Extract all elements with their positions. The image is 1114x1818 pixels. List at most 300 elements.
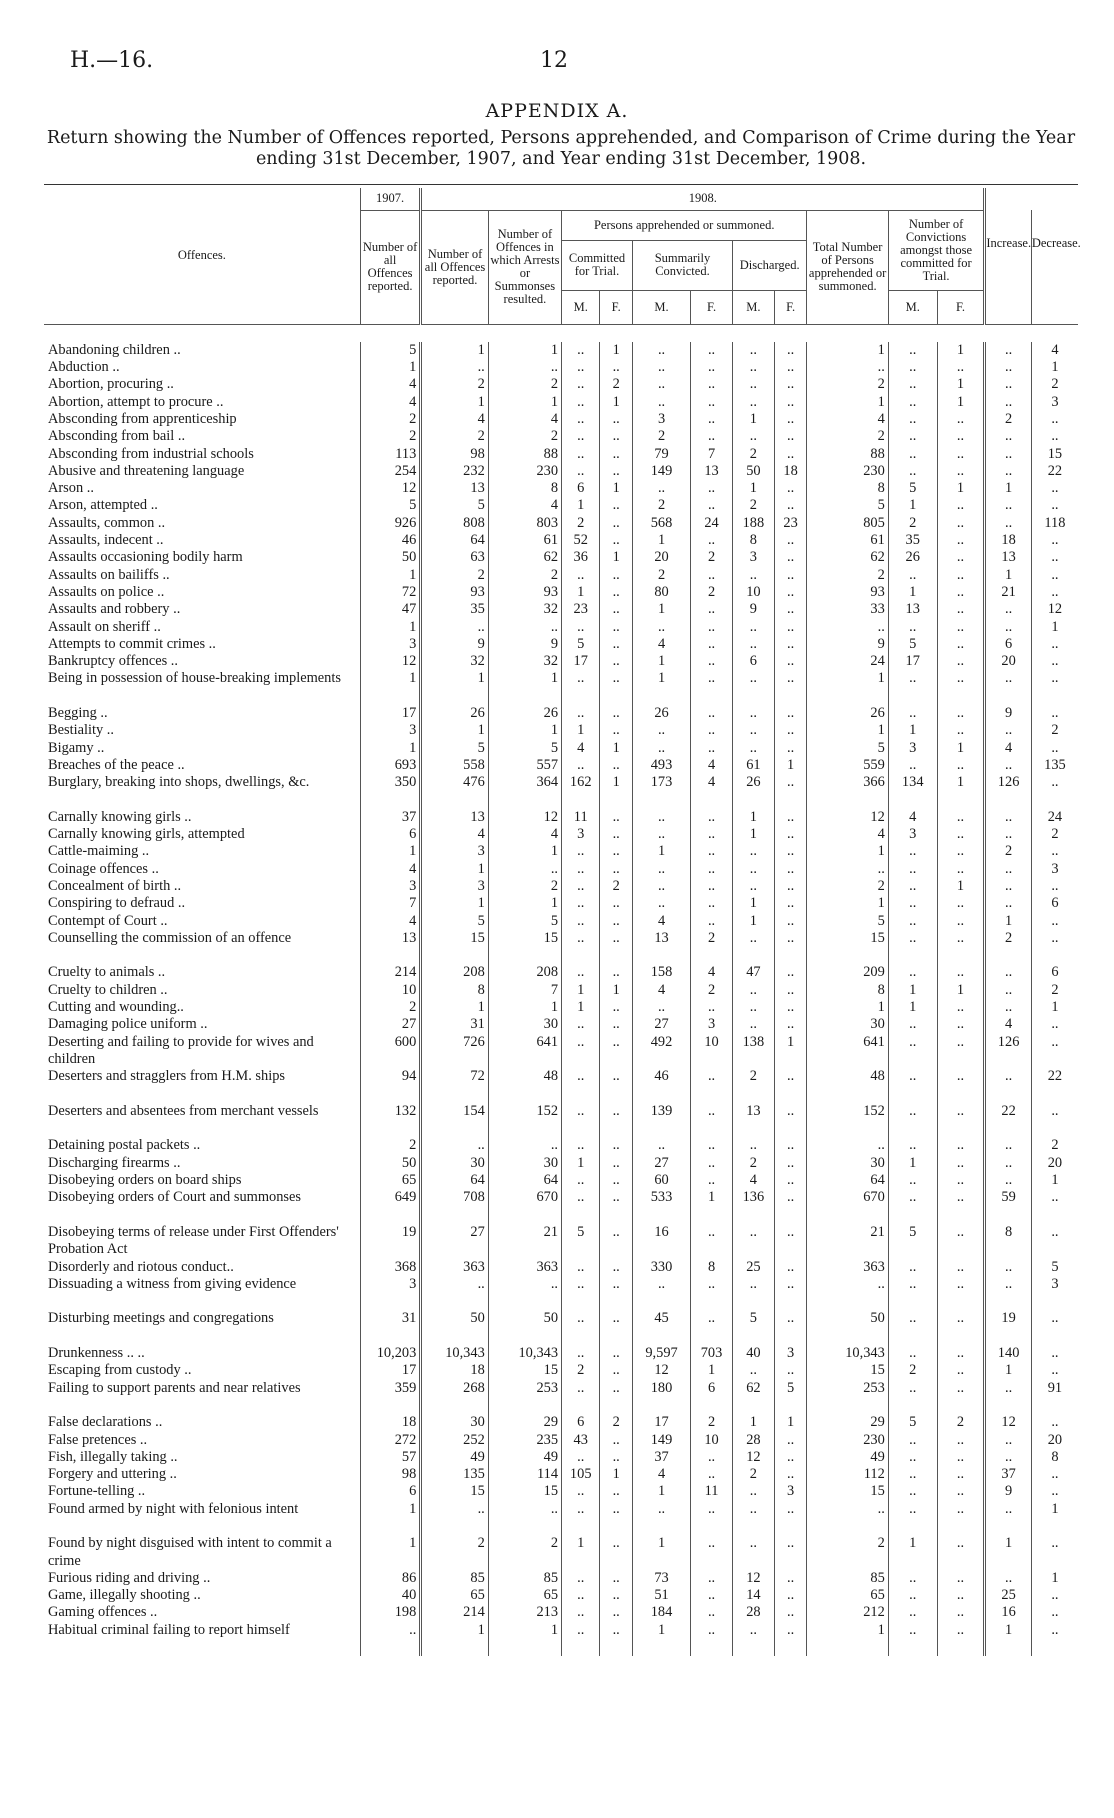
table-cell: .. [632, 895, 690, 912]
table-cell: 16 [985, 1604, 1032, 1621]
table-cell: 9 [807, 636, 888, 653]
table-cell: .. [1031, 930, 1078, 965]
table-cell: .. [937, 895, 985, 912]
table-cell: .. [774, 843, 807, 860]
col-increase: Increase. [985, 210, 1032, 324]
table-row [44, 567, 1078, 584]
table-cell: 65 [360, 1172, 420, 1189]
table-cell: 11 [691, 1483, 733, 1500]
table-cell: 93 [807, 584, 888, 601]
table-row [44, 532, 1078, 549]
table-cell: 1 [488, 999, 561, 1016]
col-convictions-f: F. [937, 290, 985, 324]
table-cell: .. [774, 982, 807, 999]
table-cell: .. [888, 1172, 937, 1189]
table-cell: 3 [888, 740, 937, 757]
table-cell: 1 [632, 601, 690, 618]
table-cell: .. [632, 376, 690, 393]
table-cell: .. [774, 1535, 807, 1570]
table-cell: 50 [421, 1310, 488, 1345]
table-cell: 1 [632, 843, 690, 860]
table-cell: 49 [421, 1449, 488, 1466]
table-cell: .. [937, 636, 985, 653]
table-cell: 2 [691, 982, 733, 999]
table-cell: 1 [360, 619, 420, 636]
table-cell: .. [600, 757, 633, 774]
table-cell: .. [691, 1155, 733, 1172]
table-cell: .. [1031, 1483, 1078, 1500]
table-cell: 8 [421, 982, 488, 999]
table-cell: 2 [632, 497, 690, 514]
table-cell: 22 [1031, 463, 1078, 480]
table-cell: 212 [807, 1604, 888, 1621]
table-cell: .. [937, 428, 985, 445]
table-cell: 6 [360, 1483, 420, 1500]
table-cell: 4 [360, 376, 420, 393]
table-cell: 10 [360, 982, 420, 999]
table-row [44, 1587, 1078, 1604]
table-cell: .. [488, 359, 561, 376]
table-cell: .. [691, 532, 733, 549]
table-row [44, 843, 1078, 860]
table-row [44, 861, 1078, 878]
table-cell: .. [1031, 549, 1078, 566]
offence-name: Abandoning children .. [48, 341, 181, 358]
table-cell: 126 [985, 774, 1032, 809]
table-cell: .. [562, 1345, 600, 1362]
table-cell: 46 [632, 1068, 690, 1103]
table-cell: .. [937, 999, 985, 1016]
table-cell: 61 [488, 532, 561, 549]
table-cell: .. [774, 774, 807, 809]
table-cell: .. [888, 1068, 937, 1103]
table-cell: 3 [421, 878, 488, 895]
table-cell: 30 [807, 1155, 888, 1172]
table-cell: 208 [421, 964, 488, 981]
table-cell: 91 [1031, 1380, 1078, 1415]
table-cell: .. [937, 843, 985, 860]
offence-name: Burglary, breaking into shops, dwellings, &c. [48, 774, 310, 791]
table-cell: 2 [1031, 376, 1078, 393]
table-cell: 2 [421, 376, 488, 393]
offence-name: Found by night disguised with intent to commit a crime [48, 1535, 332, 1569]
table-cell: 268 [421, 1380, 488, 1415]
table-cell: .. [774, 1622, 807, 1657]
table-cell: .. [600, 861, 633, 878]
table-cell: 368 [360, 1259, 420, 1276]
table-cell: .. [1031, 1310, 1078, 1345]
table-cell: .. [562, 1172, 600, 1189]
table-cell: 22 [985, 1103, 1032, 1138]
table-row [44, 999, 1078, 1016]
table-cell: 8 [488, 480, 561, 497]
table-cell: 13 [985, 549, 1032, 566]
offence-name: Cutting and wounding.. [48, 999, 184, 1016]
table-cell: .. [774, 861, 807, 878]
table-cell: .. [632, 861, 690, 878]
table-cell: 43 [562, 1432, 600, 1449]
table-cell: .. [1031, 1345, 1078, 1362]
table-cell: .. [937, 1449, 985, 1466]
offence-name: Found armed by night with felonious intent [48, 1500, 299, 1517]
table-cell: .. [691, 480, 733, 497]
offence-name: Being in possession of house-breaking implements [48, 670, 341, 687]
table-cell: .. [937, 584, 985, 601]
table-cell: 3 [1031, 1276, 1078, 1311]
table-cell: 51 [632, 1587, 690, 1604]
offence-name: Concealment of birth .. [48, 878, 182, 894]
table-cell: .. [1031, 532, 1078, 549]
table-cell: .. [937, 1034, 985, 1069]
table-cell: 10 [732, 584, 774, 601]
table-cell: .. [562, 895, 600, 912]
table-cell: 62 [732, 1380, 774, 1415]
table-cell: 29 [807, 1414, 888, 1431]
table-cell: .. [421, 1501, 488, 1536]
table-cell: 30 [807, 1016, 888, 1033]
table-cell: 2 [1031, 1137, 1078, 1154]
table-cell: 30 [488, 1155, 561, 1172]
offence-name: Arson .. [48, 480, 94, 497]
table-row [44, 342, 1078, 359]
table-cell: .. [421, 359, 488, 376]
table-cell: 641 [807, 1034, 888, 1069]
col-offences: Offences. [177, 248, 226, 263]
table-cell: .. [600, 930, 633, 965]
table-cell: .. [600, 428, 633, 445]
table-cell: 1 [807, 1622, 888, 1657]
table-cell: 2 [600, 878, 633, 895]
table-cell: 213 [488, 1604, 561, 1621]
table-cell: 359 [360, 1380, 420, 1415]
table-cell: 4 [888, 809, 937, 826]
table-cell: 1 [360, 1535, 420, 1570]
table-cell: .. [562, 670, 600, 705]
table-cell: 1 [632, 1483, 690, 1500]
table-cell: .. [691, 1604, 733, 1621]
table-cell: .. [888, 1380, 937, 1415]
table-cell: .. [1031, 1466, 1078, 1483]
table-cell: .. [888, 394, 937, 411]
table-cell: 2 [985, 843, 1032, 860]
table-cell: 1 [632, 653, 690, 670]
table-cell: 1 [488, 342, 561, 359]
offence-name: Bankruptcy offences .. [48, 653, 179, 670]
table-cell: 1 [600, 982, 633, 999]
table-cell: .. [691, 376, 733, 393]
table-cell: .. [562, 394, 600, 411]
table-cell: 1 [632, 1622, 690, 1657]
table-cell: .. [1031, 1587, 1078, 1604]
table-row [44, 1449, 1078, 1466]
table-cell: 64 [421, 532, 488, 549]
table-cell: .. [888, 1501, 937, 1536]
table-cell: 2 [488, 1535, 561, 1570]
table-cell: .. [774, 826, 807, 843]
table-cell: .. [888, 411, 937, 428]
table-cell: 703 [691, 1345, 733, 1362]
table-cell: .. [600, 1172, 633, 1189]
table-cell: .. [937, 1501, 985, 1536]
table-cell: .. [1031, 1604, 1078, 1621]
table-cell: .. [888, 463, 937, 480]
table-cell: .. [985, 722, 1032, 739]
table-cell: .. [600, 913, 633, 930]
offence-name: Game, illegally shooting .. [48, 1587, 201, 1604]
table-cell: .. [937, 1276, 985, 1311]
table-cell: 8 [732, 532, 774, 549]
table-cell: 6 [691, 1380, 733, 1415]
table-cell: 13 [732, 1103, 774, 1138]
table-cell: 559 [807, 757, 888, 774]
table-cell: 363 [488, 1259, 561, 1276]
offence-name: Discharging firearms .. [48, 1154, 181, 1171]
table-cell: .. [937, 930, 985, 965]
table-cell: 208 [488, 964, 561, 981]
table-cell: 4 [632, 636, 690, 653]
table-cell: 30 [421, 1155, 488, 1172]
table-cell: 13 [360, 930, 420, 965]
table-cell: .. [562, 1276, 600, 1311]
table-cell: 50 [360, 549, 420, 566]
table-cell: 568 [632, 515, 690, 532]
table-cell: 40 [732, 1345, 774, 1362]
table-cell: .. [1031, 913, 1078, 930]
table-cell: 1 [888, 584, 937, 601]
table-cell: 1 [1031, 1501, 1078, 1536]
table-cell: 6 [1031, 895, 1078, 912]
table-cell: 8 [807, 982, 888, 999]
table-cell: 1 [562, 497, 600, 514]
table-cell: .. [774, 1155, 807, 1172]
table-cell: .. [732, 1483, 774, 1500]
table-cell: 12 [1031, 601, 1078, 618]
table-cell: 1 [888, 1535, 937, 1570]
table-row [44, 705, 1078, 722]
table-cell: 1 [360, 359, 420, 376]
table-cell: 1 [488, 1622, 561, 1657]
table-cell: .. [732, 740, 774, 757]
table-cell: .. [937, 913, 985, 930]
table-cell: 1 [421, 394, 488, 411]
table-cell: 6 [562, 480, 600, 497]
table-cell: 3 [774, 1483, 807, 1500]
appendix-title: APPENDIX A. [485, 100, 629, 122]
table-cell: 18 [421, 1362, 488, 1379]
table-cell: 1 [421, 670, 488, 705]
table-cell: 1 [691, 1362, 733, 1379]
table-cell: .. [360, 1622, 420, 1657]
col-reported-1907: Number of all Offences reported. [360, 210, 420, 324]
offence-name: Deserting and failing to provide for wives and children [48, 1033, 314, 1067]
table-cell: 726 [421, 1034, 488, 1069]
table-cell: 64 [421, 1172, 488, 1189]
table-cell: .. [774, 601, 807, 618]
table-cell: 214 [360, 964, 420, 981]
table-row [44, 1535, 1078, 1570]
table-cell: 1 [562, 999, 600, 1016]
table-cell: 1 [562, 722, 600, 739]
table-cell: .. [937, 1103, 985, 1138]
table-cell: 3 [360, 636, 420, 653]
table-cell: .. [774, 428, 807, 445]
offence-name: Breaches of the peace .. [48, 756, 185, 773]
table-cell: .. [600, 446, 633, 463]
table-cell: .. [691, 913, 733, 930]
table-cell: 641 [488, 1034, 561, 1069]
table-cell: .. [774, 1189, 807, 1224]
offence-name: Fortune-telling .. [48, 1483, 146, 1500]
table-cell: 476 [421, 774, 488, 809]
table-cell: 1 [774, 1034, 807, 1069]
table-cell: 9,597 [632, 1345, 690, 1362]
offences-return-table [44, 188, 1081, 1656]
table-cell: 5 [421, 497, 488, 514]
table-cell: 50 [360, 1155, 420, 1172]
table-cell: .. [691, 359, 733, 376]
table-cell: 35 [888, 532, 937, 549]
table-cell: 27 [360, 1016, 420, 1033]
table-cell: .. [985, 1570, 1032, 1587]
table-cell: 1 [774, 757, 807, 774]
table-row [44, 1604, 1078, 1621]
col-discharged: Discharged. [732, 240, 806, 290]
table-cell: 5 [360, 342, 420, 359]
table-cell: 1 [985, 1535, 1032, 1570]
return-title: Return showing the Number of Offences reported, Persons apprehended, and Comparison of Crime during the Year ending 31st December, 1907, and Year ending 31st December, 1908. [46, 128, 1076, 169]
table-cell: 693 [360, 757, 420, 774]
table-cell: .. [888, 1137, 937, 1154]
offence-name: False pretences .. [48, 1431, 148, 1448]
col-arrests: Number of Offences in which Arrests or Summonses resulted. [488, 210, 561, 324]
table-cell: .. [600, 1259, 633, 1276]
table-cell: .. [985, 1259, 1032, 1276]
table-cell: 364 [488, 774, 561, 809]
table-cell: .. [632, 359, 690, 376]
table-cell: 1 [421, 342, 488, 359]
table-cell: .. [888, 670, 937, 705]
table-cell: .. [562, 1501, 600, 1536]
table-row [44, 722, 1078, 739]
table-cell: 37 [632, 1449, 690, 1466]
table-cell: 2 [691, 1414, 733, 1431]
table-cell: .. [600, 670, 633, 705]
table-cell: 3 [888, 826, 937, 843]
table-cell: .. [632, 826, 690, 843]
offence-name: Attempts to commit crimes .. [48, 635, 216, 652]
table-cell: .. [888, 1345, 937, 1362]
table-cell: .. [732, 1362, 774, 1379]
table-cell: .. [985, 982, 1032, 999]
table-cell: 6 [562, 1414, 600, 1431]
table-cell: .. [774, 1449, 807, 1466]
table-cell: 12 [632, 1362, 690, 1379]
table-cell: .. [562, 1449, 600, 1466]
table-cell: 2 [807, 1535, 888, 1570]
table-cell: 209 [807, 964, 888, 981]
table-cell: .. [632, 394, 690, 411]
table-cell: .. [937, 1466, 985, 1483]
table-cell: .. [985, 359, 1032, 376]
table-cell: 9 [421, 636, 488, 653]
table-row [44, 1103, 1078, 1138]
table-cell: 230 [807, 1432, 888, 1449]
table-cell: 32 [421, 653, 488, 670]
table-cell: .. [985, 1068, 1032, 1103]
table-cell: 558 [421, 757, 488, 774]
table-cell: .. [562, 1103, 600, 1138]
offence-name: Escaping from custody .. [48, 1362, 192, 1379]
table-cell: 1 [732, 411, 774, 428]
table-cell: 1 [600, 394, 633, 411]
table-cell: .. [691, 705, 733, 722]
table-cell: 79 [632, 446, 690, 463]
table-cell: 18 [774, 463, 807, 480]
table-cell: 7 [488, 982, 561, 999]
table-cell: .. [888, 757, 937, 774]
table-cell: 2 [1031, 826, 1078, 843]
table-cell: 6 [360, 826, 420, 843]
table-cell: .. [600, 826, 633, 843]
table-cell: .. [562, 1622, 600, 1657]
table-cell: .. [888, 878, 937, 895]
table-cell: .. [1031, 1103, 1078, 1138]
offence-name: Absconding from apprenticeship [48, 410, 237, 427]
table-cell: 26 [807, 705, 888, 722]
table-cell: 1 [888, 1155, 937, 1172]
table-cell: .. [985, 1137, 1032, 1154]
table-cell: .. [774, 619, 807, 636]
table-cell: 114 [488, 1466, 561, 1483]
table-cell: 1 [632, 1535, 690, 1570]
table-cell: 13 [421, 809, 488, 826]
table-row [44, 515, 1078, 532]
table-cell: 252 [421, 1432, 488, 1449]
col-committed-f: F. [600, 290, 633, 324]
offence-name: Carnally knowing girls .. [48, 808, 192, 825]
table-cell: 4 [360, 913, 420, 930]
table-row [44, 1466, 1078, 1483]
table-row [44, 601, 1078, 618]
table-cell: .. [985, 826, 1032, 843]
table-row [44, 809, 1078, 826]
table-cell: 20 [1031, 1432, 1078, 1449]
table-cell: 1 [732, 809, 774, 826]
table-cell: .. [888, 1310, 937, 1345]
table-cell: 86 [360, 1570, 420, 1587]
table-cell: 48 [488, 1068, 561, 1103]
table-cell: .. [937, 1362, 985, 1379]
table-cell: 1 [732, 895, 774, 912]
table-cell: 62 [807, 549, 888, 566]
table-cell: .. [774, 895, 807, 912]
table-cell: .. [600, 411, 633, 428]
table-cell: .. [1031, 428, 1078, 445]
table-cell: 232 [421, 463, 488, 480]
table-cell: .. [985, 1449, 1032, 1466]
table-row [44, 1483, 1078, 1500]
table-cell: 61 [732, 757, 774, 774]
table-cell: 5 [488, 740, 561, 757]
table-cell: 136 [732, 1189, 774, 1224]
table-cell: .. [937, 463, 985, 480]
table-cell: 37 [360, 809, 420, 826]
table-cell: .. [600, 1034, 633, 1069]
table-cell: 52 [562, 532, 600, 549]
table-cell: .. [937, 1604, 985, 1621]
table-cell: .. [562, 861, 600, 878]
table-cell: 72 [421, 1068, 488, 1103]
